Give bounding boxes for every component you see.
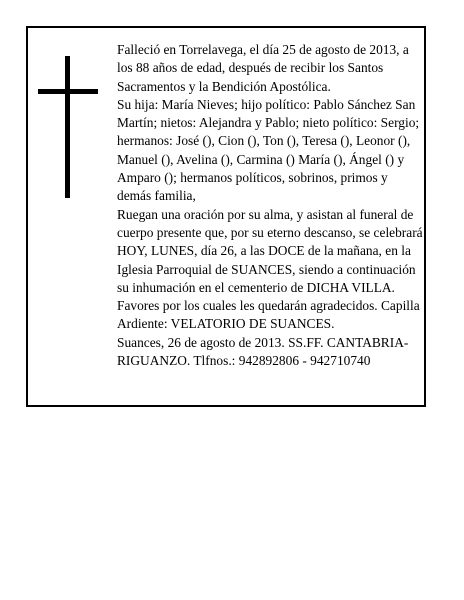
death-announcement-paragraph: Falleció en Torrelavega, el día 25 de agosto de 2013, a los 88 años de edad, después de recibir los Santos Sacramentos y la Bendición Apostólica. xyxy=(117,42,409,94)
funeral-home-contact-paragraph: Suances, 26 de agosto de 2013. SS.FF. CANTABRIA-RIGUANZO. Tlfnos.: 942892806 - 942710740 xyxy=(117,334,409,369)
family-paragraph: Su hija: María Nieves; hijo político: Pablo Sánchez San Martín; nietos: Alejandra y Pablo; nieto político: Sergio; hermanos: José (), Cion (), Ton (), Teresa (), Leonor (), Manuel (), Avelina (), Carmina () María (), Ángel () y Amparo (); hermanos políticos, sobrinos, primos y demás familia, xyxy=(117,96,420,204)
obituary-text xyxy=(117,41,423,370)
cross-horizontal-bar xyxy=(38,89,98,94)
latin-cross-icon xyxy=(38,56,98,198)
obituary-notice xyxy=(26,26,426,407)
funeral-details-paragraph: Ruegan una oración por su alma, y asistan al funeral de cuerpo presente que, por su eterno descanso, se celebrará HOY, LUNES, día 26, a las DOCE de la mañana, en la Iglesia Parroquial de SUANCES, siendo a continuación su inhumación en el cementerio de DICHA VILLA. Favores por los cuales les quedarán agradecidos. Capilla Ardiente: VELATORIO DE SUANCES. xyxy=(117,206,423,332)
cross-vertical-bar xyxy=(65,56,70,198)
